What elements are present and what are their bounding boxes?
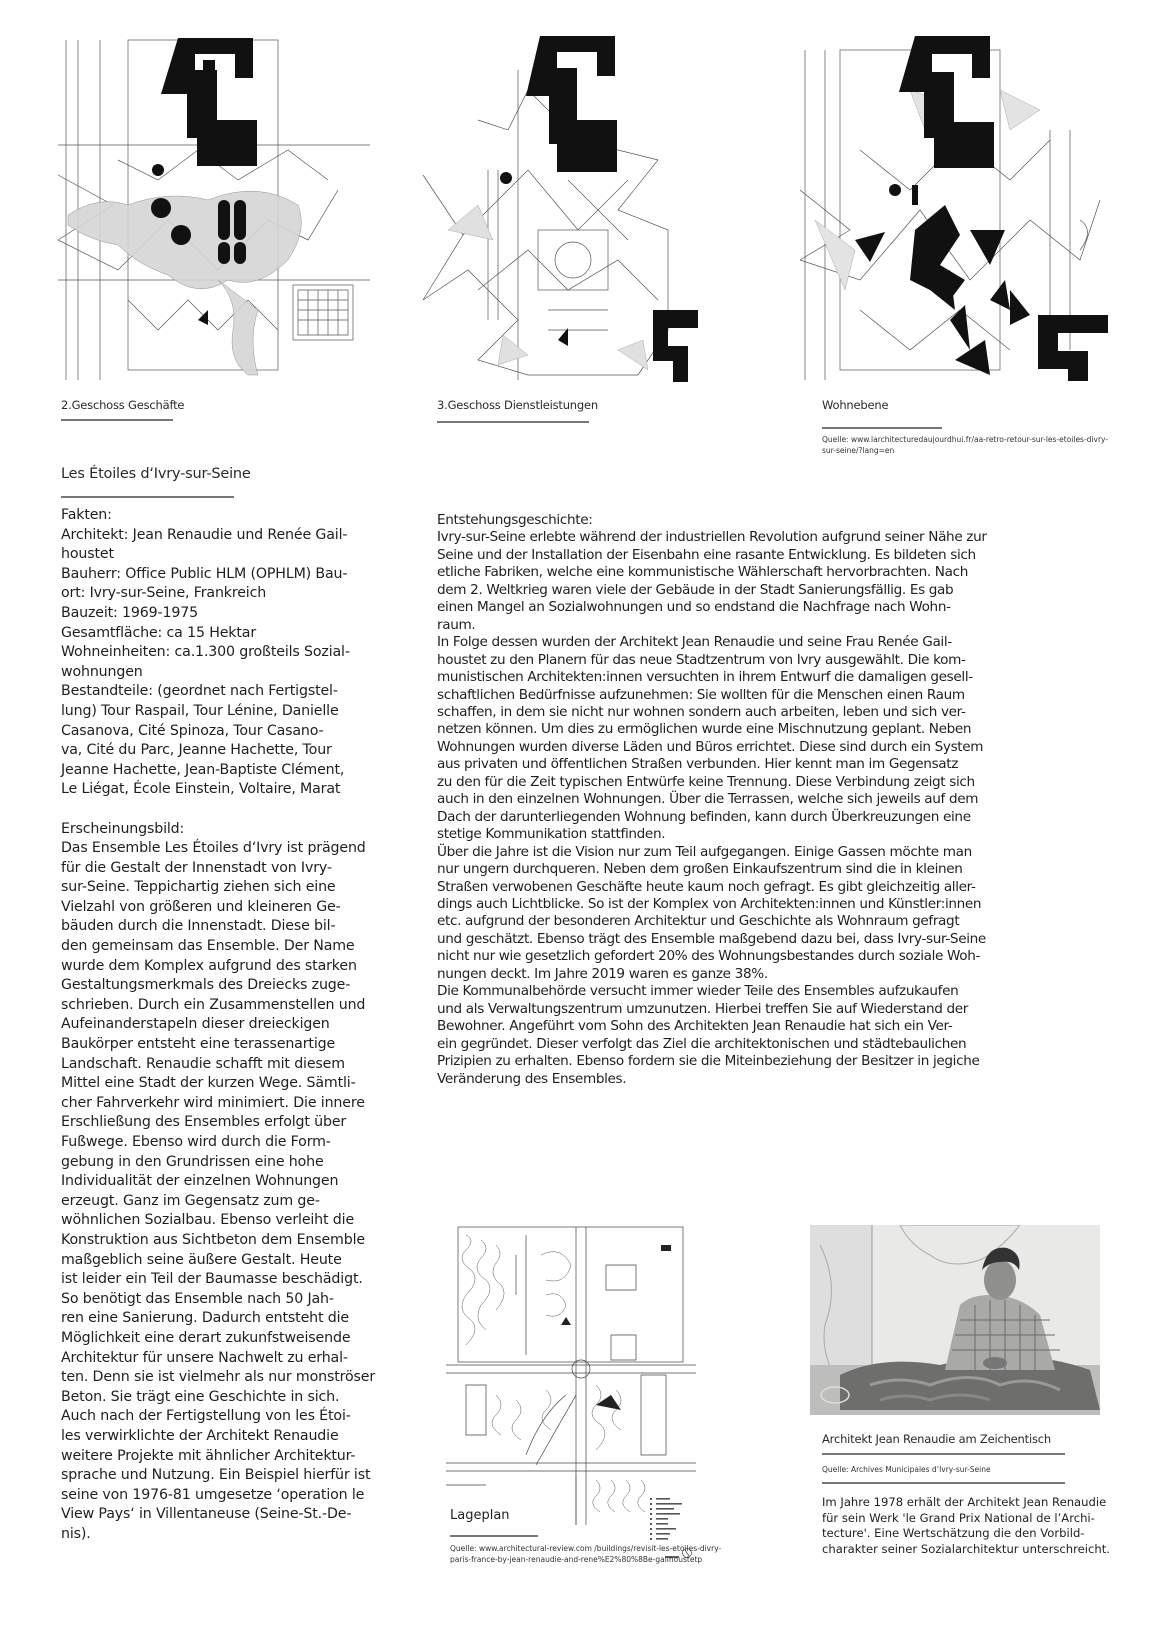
floorplan-residential-drawing-icon: [800, 30, 1110, 382]
left-column: [61, 506, 381, 1544]
appearance-heading: Erscheinungsbild:: [61, 820, 185, 837]
site-plan-underline: [450, 1535, 538, 1537]
floorplan-caption: 3.Geschoss Dienstleistungen: [437, 398, 598, 412]
site-plan: [446, 1225, 696, 1525]
history-heading: Entstehungsgeschichte:: [437, 512, 593, 528]
right-column: [437, 512, 1102, 1088]
title-underline: [61, 496, 234, 498]
floorplan-services-drawing-icon: [418, 30, 718, 382]
page-title: Les Étoiles d‘Ivry-sur-Seine: [61, 466, 251, 482]
caption-underline: [61, 419, 173, 421]
photo-source-underline: [822, 1482, 1065, 1484]
caption-underline: [437, 421, 589, 423]
fact-client-location: Bauherr: Office Public HLM (OPHLM) Bau- ort: Ivry-sur-Seine, Frankreich: [61, 565, 348, 602]
photo-caption: Architekt Jean Renaudie am Zeichentisch: [822, 1432, 1051, 1446]
fact-construction-time: Bauzeit: 1969-1975: [61, 604, 199, 621]
floorplan-caption: Wohnebene: [822, 398, 889, 412]
fact-architect: Architekt: Jean Renaudie und Renée Gail- houstet: [61, 526, 348, 563]
fact-total-area: Gesamtfläche: ca 15 Hektar: [61, 624, 257, 641]
floorplan-caption: 2.Geschoss Geschäfte: [61, 398, 185, 412]
floorplan-residential-level: [800, 30, 1110, 382]
site-plan-drawing-icon: [446, 1225, 696, 1525]
architect-at-drawing-table-icon: [810, 1225, 1100, 1415]
history-paragraph: Die Kommunalbehörde versucht immer wieder Teile des Ensembles aufzukaufen und als Verwaltungszentrum umzunutzen. Hierbei treffen Sie auf Wiederstand der Bewohner. Angeführt vom Sohn des Architekten Jean Renaudie hat sich ein Ver- ein gegründet. Dieser verfolgt das Ziel die architektonischen und städtebaulichen Prizipien zu erhalten. Ebenso fordern sie die Miteinbeziehung der Besitzer in jegiche Veränderung des Ensembles.: [437, 983, 980, 1087]
site-plan-legend: [650, 1498, 695, 1546]
architect-photo: [810, 1225, 1100, 1415]
photo-source: Quelle: Archives Municipales d‘Ivry-sur-Seine: [822, 1465, 991, 1474]
history-paragraph: In Folge dessen wurden der Architekt Jean Renaudie und seine Frau Renée Gail- houstet zu den Planern für das neue Stadtzentrum von Ivry ausgewählt. Die kom- munistischen Architekten:innen versuchten in ihrem Entwurf die damaligen gesell- schaftlichen Bedürfnisse aufzunehmen: Sie wollten für die Menschen einen Raum schaffen, in dem sie nicht nur wohnen sondern auch arbeiten, leben und sich ver- netzen können. Um dies zu ermöglichen wurde eine Mischnutzung geplant. Neben Wohnungen wurden diverse Läden und Büros errichtet. Diese sind durch ein System aus privaten und öffentlichen Straßen verbunden. Hier kennt man im Gegensatz zu den für die Zeit typischen Entwürfe keine Trennung. Diese Verbindung zeigt sich auch in den einzelnen Wohnungen. Über die Terrassen, welche sich jeweils auf dem Dach der darunterliegenden Wohnung befinden, kann durch Überkreuzungen eine stetige Kommunikation stattfinden.: [437, 634, 984, 843]
floorplan-2nd-floor-shops: [58, 30, 370, 382]
fact-components: Bestandteile: (geordnet nach Fertigstel- lung) Tour Raspail, Tour Lénine, Danielle Casanova, Cité Spinoza, Tour Casano- va, Cité du Parc, Jeanne Hachette, Tour Jeanne Hachette, Jean-Baptiste Clément, Le Liégat, École Einstein, Voltaire, Marat: [61, 683, 345, 798]
site-plan-caption: Lageplan: [450, 1508, 510, 1523]
photo-caption-underline: [822, 1453, 1065, 1455]
fact-housing-units: Wohneinheiten: ca.1.300 großteils Sozial- wohnungen: [61, 644, 350, 680]
floorplan-3rd-floor-services: [418, 30, 718, 382]
appearance-body: Das Ensemble Les Étoiles d‘Ivry ist prägend für die Gestalt der Innenstadt von Ivry- sur-Seine. Teppichartig ziehen sich eine Vielzahl von größeren und kleineren Ge- bäuden durch die Innenstadt. Diese bil- den gemeinsam das Ensemble. Der Name wurde dem Komplex aufgrund des starken Gestaltungsmerkmals des Dreiecks zuge- schrieben. Durch ein Zusammenstellen und Aufeinanderstapeln dieser dreieckigen Baukörper entsteht eine terassenartige Landschaft. Renaudie schafft mit diesem Mittel eine Stadt der kurzen Wege. Sämtli- cher Fahrverkehr wird minimiert. Die innere Erschließung des Ensembles erfolgt über Fußwege. Ebenso wird durch die Form- gebung in den Grundrissen eine hohe Individualität der einzelnen Wohnungen erzeugt. Ganz im Gegensatz zum ge- wöhnlichen Sozialbau. Ebenso verleiht die Konstruktion aus Sichtbeton dem Ensemble maßgeblich seine äußere Gestalt. Heute ist leider ein Teil der Baumasse beschädigt. So benötigt das Ensemble nach 50 Jah- ren eine Sanierung. Dadurch entsteht die Möglichkeit eine derart zukunfstweisende Architektur für unsere Nachwelt zu erhal- ten. Denn sie ist vielmehr als nur monströser Beton. Sie trägt eine Geschichte in sich. Auch nach der Fertigstellung von les Étoi- les verwirklichte der Architekt Renaudie weitere Projekte mit ähnlicher Architektur- sprache und Nutzung. Ein Beispiel hierfür ist seine von 1976-81 umgesetze ‘operation le View Pays‘ in Villentaneuse (Seine-St.-De- nis).: [61, 840, 376, 1542]
floorplans-source: Quelle: www.larchitecturedaujourdhui.fr/aa-retro-retour-sur-les-etoiles-divry-sur-seine/?lang=en: [822, 435, 1109, 455]
facts-heading: Fakten:: [61, 507, 112, 523]
floorplan-shops-drawing-icon: [58, 30, 370, 382]
legend-list-icon: [650, 1498, 695, 1546]
history-paragraph: Über die Jahre ist die Vision nur zum Teil aufgegangen. Einige Gassen möchte man nur ungern durchqueren. Neben dem großen Einkaufszentrum sind die in kleinen Straßen verwobenen Geschäfte heute kaum noch gefragt. Es gibt gleichzeitig aller- dings auch Lichtblicke. So ist der Komplex von Architekten:innen und Künstler:innen etc. aufgrund der besonderen Architektur und Geschichte als Wohnraum gefragt und geschätzt. Ebenso trägt des Ensemble maßgebend dazu bei, dass Ivry-sur-Seine nicht nur wie gesetzlich gefordert 20% des Wohnungsbestandes durch soziale Woh- nungen deckt. Im Jahre 2019 waren es ganze 38%.: [437, 843, 986, 982]
site-plan-source: Quelle: www.architectural-review.com /buildings/revisit-les-etoiles-divry- paris-france-by-jean-renaudie-and-rene%E2%80%8Be-gailhoustetp: [450, 1544, 722, 1564]
caption-underline: [822, 427, 942, 429]
history-paragraph: Ivry-sur-Seine erlebte während der industriellen Revolution aufgrund seiner Nähe zur Seine und der Installation der Eisenbahn eine rasante Entwicklung. Es bildeten sich etliche Fabriken, welche eine kommunistische Wählerschaft hervorbrachten. Nach dem 2. Weltkrieg waren viele der Gebäude in der Stadt Sanierungsfällig. Es gab einen Mangel an Sozialwohnungen und so endstand die Nachfrage nach Wohn- raum.: [437, 529, 987, 633]
award-note: Im Jahre 1978 erhält der Architekt Jean Renaudie für sein Werk 'le Grand Prix National de l’Archi- tecture'. Eine Wertschätzung die den Vorbild- charakter seiner Sozialarchitektur unterschreicht.: [822, 1495, 1110, 1556]
